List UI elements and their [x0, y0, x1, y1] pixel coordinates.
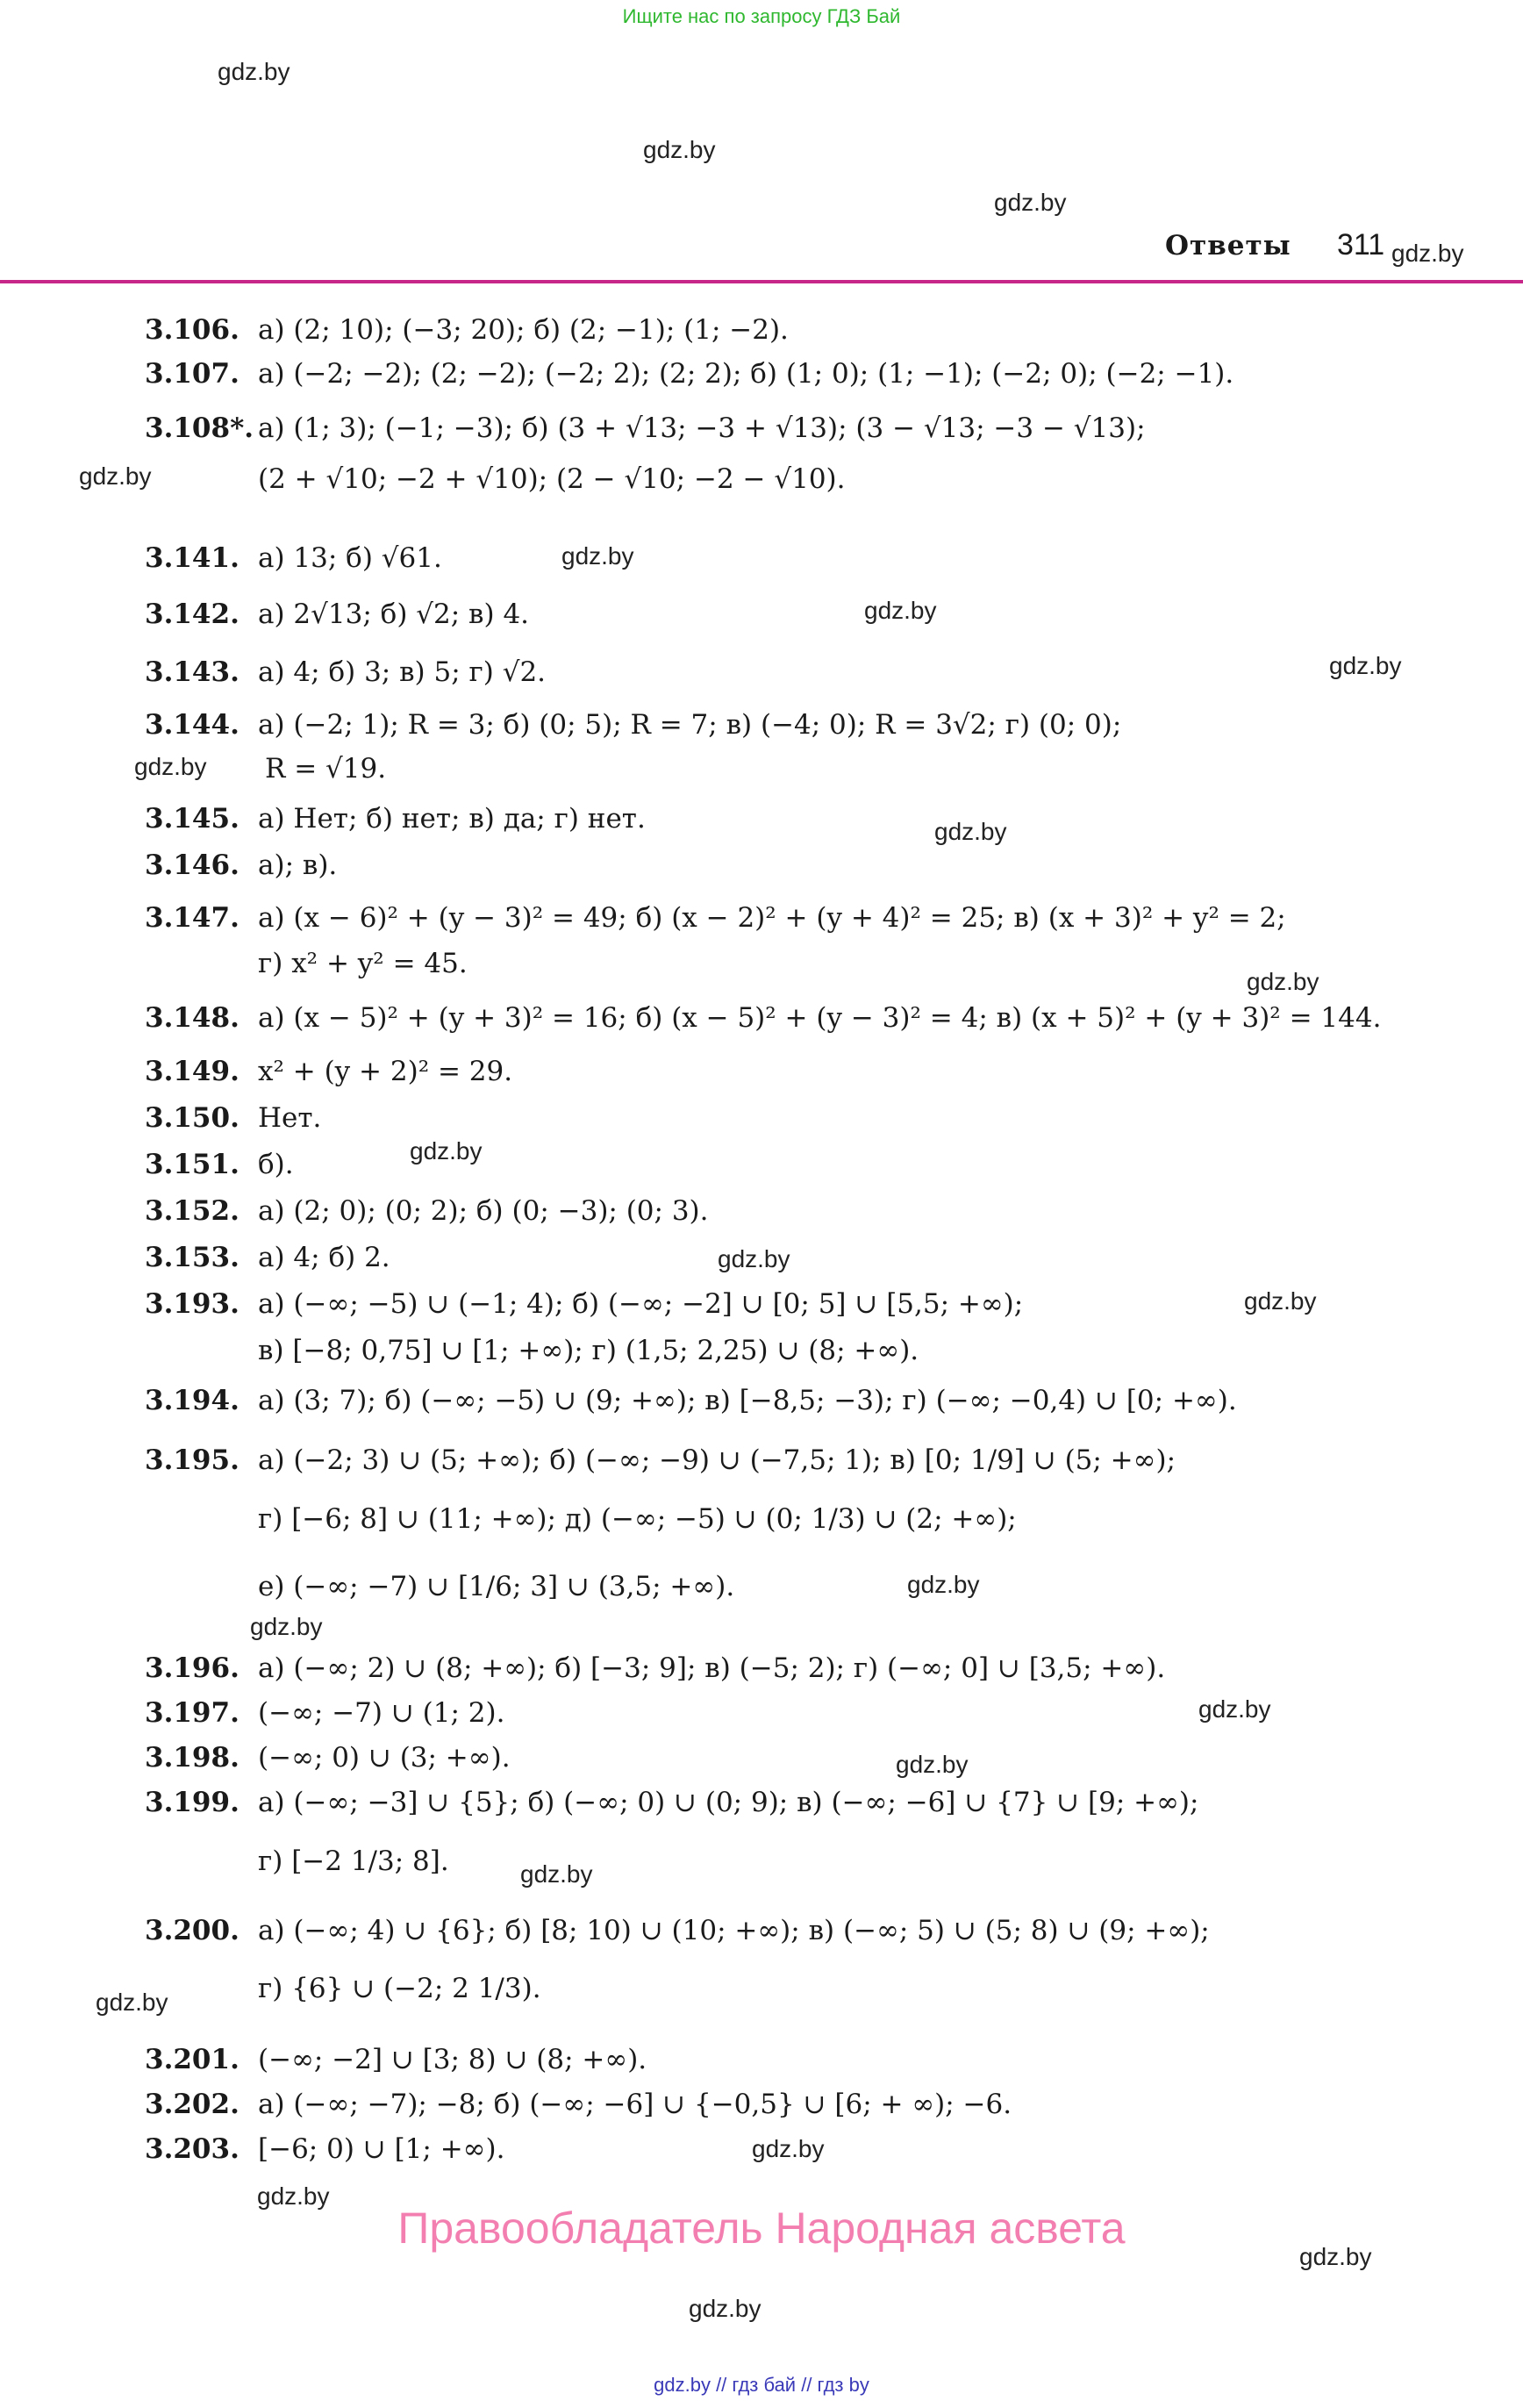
answer-text: а); в).	[258, 849, 338, 881]
watermark: gdz.by	[520, 1860, 593, 1888]
answer-text: а) (x − 6)² + (y − 3)² = 49; б) (x − 2)² + (y + 4)² = 25; в) (x + 3)² + y² = 2;	[258, 902, 1286, 934]
watermark: gdz.by	[250, 1613, 323, 1640]
answer-text: x² + (y + 2)² = 29.	[258, 1056, 513, 1087]
answer-text: а) (−∞; 4) ∪ {6}; б) [8; 10) ∪ (10; +∞); в) (−∞; 5) ∪ (5; 8) ∪ (9; +∞);	[258, 1915, 1210, 1946]
answer-text: е) (−∞; −7) ∪ [1/6; 3] ∪ (3,5; +∞).	[258, 1571, 735, 1602]
answer-text: а) (−2; −2); (2; −2); (−2; 2); (2; 2); б) (1; 0); (1; −1); (−2; 0); (−2; −1).	[258, 358, 1234, 390]
watermark: gdz.by	[934, 818, 1007, 845]
section-title: Ответы	[1165, 230, 1291, 262]
answer-number: 3.143.	[145, 656, 240, 688]
watermark: gdz.by	[752, 2135, 825, 2162]
watermark: gdz.by	[257, 2182, 330, 2210]
answer-number: 3.202.	[145, 2089, 240, 2120]
answer-text: а) (x − 5)² + (y + 3)² = 16; б) (x − 5)² + (y − 3)² = 4; в) (x + 5)² + (y + 3)² = 144.	[258, 1002, 1382, 1034]
page-number: 311	[1337, 228, 1385, 262]
answer-number: 3.151.	[145, 1149, 240, 1180]
answer-text: (2 + √10; −2 + √10); (2 − √10; −2 − √10).	[258, 463, 846, 495]
header-divider	[0, 280, 1523, 283]
answer-text: г) [−2 1/3; 8].	[258, 1845, 449, 1877]
watermark: gdz.by	[96, 1989, 168, 2016]
answer-text: а) (−∞; −3] ∪ {5}; б) (−∞; 0) ∪ (0; 9); в) (−∞; −6] ∪ {7} ∪ [9; +∞);	[258, 1787, 1199, 1818]
answer-text: а) (−2; 1); R = 3; б) (0; 5); R = 7; в) (−4; 0); R = 3√2; г) (0; 0);	[258, 709, 1122, 741]
top-promo-note: Ищите нас по запросу ГДЗ Бай	[622, 5, 901, 27]
answer-text: (−∞; −2] ∪ [3; 8) ∪ (8; +∞).	[258, 2044, 647, 2075]
answer-text: а) 4; б) 2.	[258, 1242, 390, 1273]
answer-number: 3.153.	[145, 1242, 240, 1273]
answer-number: 3.148.	[145, 1002, 240, 1034]
answer-text: Нет.	[258, 1102, 322, 1134]
watermark: gdz.by	[1198, 1695, 1271, 1723]
answer-text: а) 2√13; б) √2; в) 4.	[258, 598, 530, 630]
answer-text: (−∞; −7) ∪ (1; 2).	[258, 1697, 505, 1729]
answer-text: а) (−∞; −7); −8; б) (−∞; −6] ∪ {−0,5} ∪ [6; + ∞); −6.	[258, 2089, 1012, 2120]
answer-text: а) (2; 0); (0; 2); б) (0; −3); (0; 3).	[258, 1195, 709, 1227]
answer-number: 3.196.	[145, 1652, 240, 1684]
answer-number: 3.144.	[145, 709, 240, 741]
answer-text: а) Нет; б) нет; в) да; г) нет.	[258, 803, 646, 835]
answer-number: 3.198.	[145, 1742, 240, 1774]
answer-text: в) [−8; 0,75] ∪ [1; +∞); г) (1,5; 2,25) ∪ (8; +∞).	[258, 1335, 919, 1366]
watermark: gdz.by	[718, 1245, 790, 1272]
watermark: gdz.by	[410, 1137, 483, 1165]
footer-links: gdz.by // гдз бай // гдз by	[654, 2374, 869, 2396]
watermark: gdz.by	[134, 753, 207, 780]
answer-text: а) 13; б) √61.	[258, 542, 442, 574]
answer-number: 3.195.	[145, 1444, 240, 1476]
answer-text: а) 4; б) 3; в) 5; г) √2.	[258, 656, 547, 688]
answer-number: 3.142.	[145, 598, 240, 630]
watermark: gdz.by	[79, 462, 152, 490]
answer-number: 3.193.	[145, 1288, 240, 1320]
answer-number: 3.203.	[145, 2133, 240, 2165]
answer-text: а) (−∞; 2) ∪ (8; +∞); б) [−3; 9]; в) (−5; 2); г) (−∞; 0] ∪ [3,5; +∞).	[258, 1652, 1166, 1684]
answer-text: R = √19.	[265, 753, 387, 785]
answer-text: г) [−6; 8] ∪ (11; +∞); д) (−∞; −5) ∪ (0; 1/3) ∪ (2; +∞);	[258, 1503, 1017, 1535]
answer-number: 3.147.	[145, 902, 240, 934]
answer-text: а) (2; 10); (−3; 20); б) (2; −1); (1; −2).	[258, 314, 789, 346]
answer-number: 3.107.	[145, 358, 240, 390]
answer-text: а) (−∞; −5) ∪ (−1; 4); б) (−∞; −2] ∪ [0; 5] ∪ [5,5; +∞);	[258, 1288, 1024, 1320]
answer-text: (−∞; 0) ∪ (3; +∞).	[258, 1742, 511, 1774]
answer-text: г) {6} ∪ (−2; 2 1/3).	[258, 1973, 541, 2004]
answer-text: [−6; 0) ∪ [1; +∞).	[258, 2133, 505, 2165]
answer-text: г) x² + y² = 45.	[258, 948, 468, 979]
answer-number: 3.199.	[145, 1787, 240, 1818]
watermark: gdz.by	[643, 136, 716, 163]
answer-text: б).	[258, 1149, 294, 1180]
answer-number: 3.197.	[145, 1697, 240, 1729]
answer-number: 3.201.	[145, 2044, 240, 2075]
answer-number: 3.146.	[145, 849, 240, 881]
watermark: gdz.by	[1391, 240, 1464, 267]
watermark: gdz.by	[1247, 968, 1319, 995]
watermark: gdz.by	[896, 1751, 969, 1778]
answer-number: 3.145.	[145, 803, 240, 835]
answer-number: 3.108*.	[145, 412, 254, 444]
answer-number: 3.106.	[145, 314, 240, 346]
answer-number: 3.149.	[145, 1056, 240, 1087]
answer-number: 3.200.	[145, 1915, 240, 1946]
rights-holder-notice: Правообладатель Народная асвета	[397, 2204, 1126, 2253]
answer-number: 3.152.	[145, 1195, 240, 1227]
watermark: gdz.by	[561, 542, 634, 570]
answer-text: а) (1; 3); (−1; −3); б) (3 + √13; −3 + √13); (3 − √13; −3 − √13);	[258, 412, 1146, 444]
watermark: gdz.by	[994, 189, 1067, 216]
answer-number: 3.141.	[145, 542, 240, 574]
watermark: gdz.by	[689, 2295, 762, 2322]
answer-text: а) (3; 7); б) (−∞; −5) ∪ (9; +∞); в) [−8,5; −3); г) (−∞; −0,4) ∪ [0; +∞).	[258, 1385, 1237, 1416]
watermark: gdz.by	[218, 58, 290, 85]
answer-number: 3.194.	[145, 1385, 240, 1416]
watermark: gdz.by	[907, 1571, 980, 1598]
watermark: gdz.by	[1329, 652, 1402, 679]
answer-text: а) (−2; 3) ∪ (5; +∞); б) (−∞; −9) ∪ (−7,5; 1); в) [0; 1/9] ∪ (5; +∞);	[258, 1444, 1176, 1476]
watermark: gdz.by	[864, 597, 937, 624]
answer-number: 3.150.	[145, 1102, 240, 1134]
watermark: gdz.by	[1299, 2243, 1372, 2270]
watermark: gdz.by	[1244, 1287, 1317, 1315]
